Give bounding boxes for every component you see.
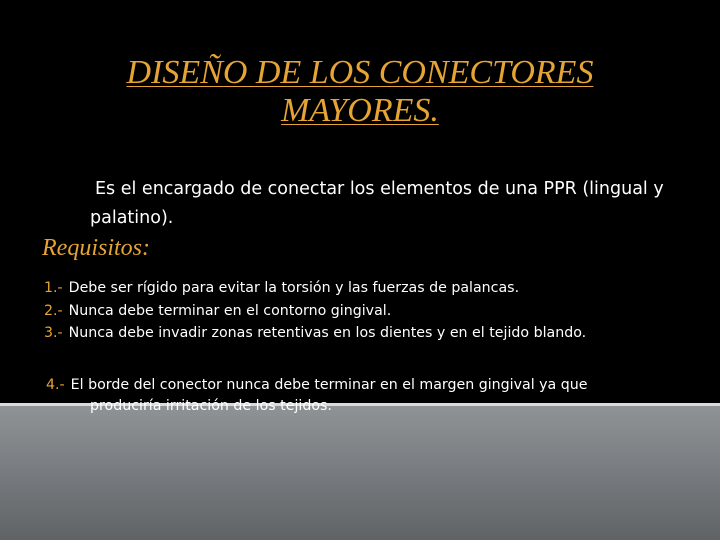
bottom-gradient-panel	[0, 406, 720, 540]
item-text: Nunca debe terminar en el contorno gingival.	[68, 302, 392, 319]
list-item	[44, 300, 586, 323]
item-text-line1: El borde del conector nunca debe terminar en el margen gingival ya que	[70, 377, 588, 393]
requirements-heading: Requisitos:	[42, 235, 150, 261]
slide-title: DISEÑO DE LOS CONECTORES MAYORES.	[126, 54, 594, 129]
requirements-list	[44, 277, 586, 345]
item-text: Nunca debe invadir zonas retentivas en los dientes y en el tejido blando.	[68, 325, 587, 341]
item-number: 1.-	[44, 280, 63, 296]
item-number: 4.-	[46, 377, 65, 393]
intro-text: Es el encargado de conectar los elementos de una PPR (lingual y palatino).	[90, 179, 664, 228]
item-text: Debe ser rígido para evitar la torsión y las fuerzas de palancas.	[68, 280, 520, 296]
list-item	[44, 277, 586, 300]
list-item-4	[46, 375, 686, 417]
item-number: 2.-	[44, 302, 63, 319]
item-number: 3.-	[44, 325, 63, 341]
item-text-line2: produciría irritación de los tejidos.	[90, 398, 332, 414]
list-item	[44, 322, 586, 345]
